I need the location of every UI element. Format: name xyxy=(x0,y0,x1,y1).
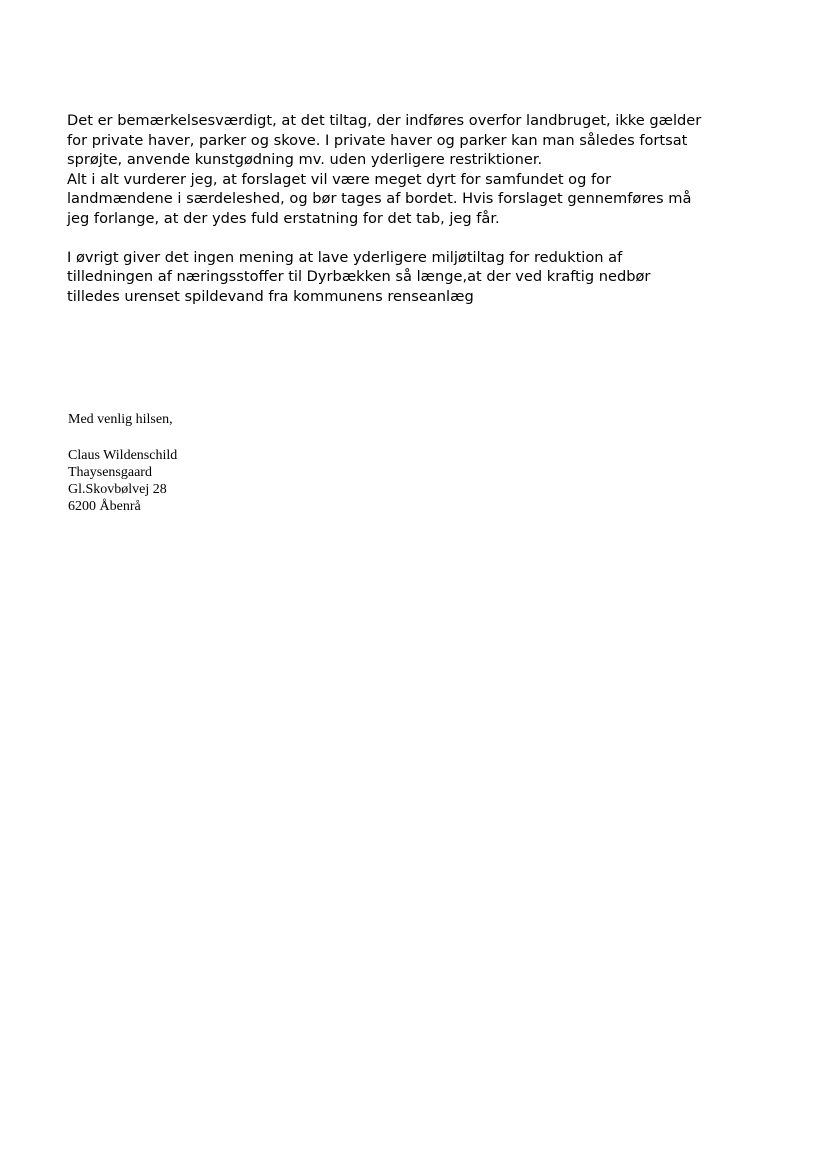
text-line: Det er bemærkelsesværdigt, at det tiltag, der indføres overfor landbruget, ikke gælder xyxy=(67,112,702,129)
text-line: Alt i alt vurderer jeg, at forslaget vil være meget dyrt for samfundet og for xyxy=(67,170,612,188)
text-line: jeg forlange, at der ydes fuld erstatning for det tab, jeg får. xyxy=(67,209,500,227)
text-line: landmændene i særdeleshed, og bør tages af bordet. Hvis forslaget gennemføres må xyxy=(67,190,692,207)
sender-street: Gl.Skovbølvej 28 xyxy=(68,482,167,497)
text-line: tilledningen af næringsstoffer til Dyrbækken så længe,at der ved kraftig nedbør xyxy=(67,268,651,285)
text-line: sprøjte, anvende kunstgødning mv. uden yderligere restriktioner. xyxy=(67,151,543,168)
paragraph-1 xyxy=(67,111,757,228)
paragraph-2 xyxy=(67,248,757,307)
sender-block xyxy=(68,447,177,515)
sender-city: 6200 Åbenrå xyxy=(68,499,141,514)
text-line: I øvrigt giver det ingen mening at lave yderligere miljøtiltag for reduktion af xyxy=(67,248,623,266)
paragraph-gap xyxy=(67,228,757,248)
closing-salutation: Med venlig hilsen, xyxy=(68,412,173,427)
sender-farm: Thaysensgaard xyxy=(68,465,152,480)
text-line: for private haver, parker og skove. I private haver og parker kan man således fortsat xyxy=(67,131,688,149)
sender-name: Claus Wildenschild xyxy=(68,448,178,463)
letter-body xyxy=(67,111,757,306)
text-line: tilledes urenset spildevand fra kommunens renseanlæg xyxy=(67,287,474,305)
